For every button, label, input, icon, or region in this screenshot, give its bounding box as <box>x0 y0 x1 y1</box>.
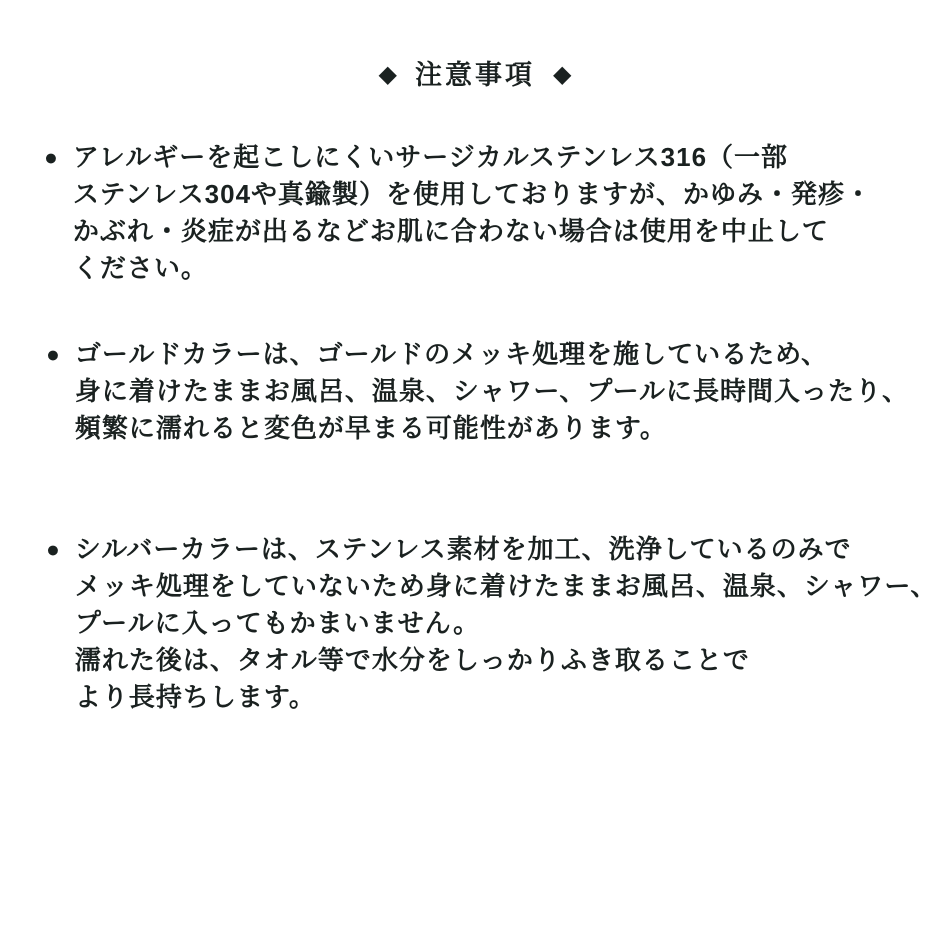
bullet-icon: ● <box>44 144 58 170</box>
note-silver-color <box>46 531 950 716</box>
note-material-allergy <box>44 139 950 287</box>
note-line: シルバーカラーは、ステンレス素材を加工、洗浄しているのみで <box>74 534 852 564</box>
diamond-left-icon: ◆ <box>378 61 397 88</box>
note-text <box>73 139 950 287</box>
note-line: 頻繁に濡れると変色が早まる可能性があります。 <box>74 413 667 443</box>
note-text <box>75 531 950 716</box>
note-text <box>75 336 950 447</box>
page-title-text: 注意事項 <box>415 60 535 90</box>
page-title <box>0 58 950 92</box>
bullet-icon: ● <box>46 536 60 562</box>
note-line: メッキ処理をしていないため身に着けたままお風呂、温泉、シャワー、 <box>74 571 938 601</box>
note-line: より長持ちします。 <box>74 682 316 712</box>
bullet-icon: ● <box>46 341 60 367</box>
note-gold-color <box>46 336 950 447</box>
note-line: 身に着けたままお風呂、温泉、シャワー、プールに長時間入ったり、 <box>74 376 910 406</box>
note-line: プールに入ってもかまいません。 <box>74 608 481 638</box>
diamond-right-icon: ◆ <box>553 61 572 88</box>
note-line: かぶれ・炎症が出るなどお肌に合わない場合は使用を中止して <box>72 216 829 246</box>
note-line: ください。 <box>72 253 208 283</box>
note-line: ゴールドカラーは、ゴールドのメッキ処理を施しているため、 <box>74 339 829 369</box>
note-line: アレルギーを起こしにくいサージカルステンレス316（一部 <box>72 142 789 172</box>
note-line: 濡れた後は、タオル等で水分をしっかりふき取ることで <box>74 645 750 675</box>
note-line: ステンレス304や真鍮製）を使用しておりますが、かゆみ・発疹・ <box>72 179 873 209</box>
